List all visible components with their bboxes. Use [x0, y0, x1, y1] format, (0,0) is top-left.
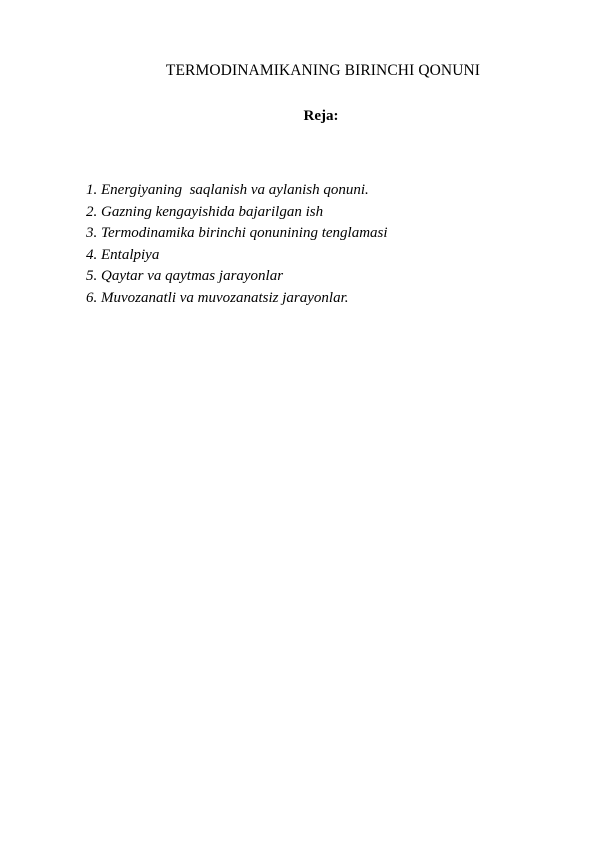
document-title: TERMODINAMIKANING BIRINCHI QONUNI [165, 62, 481, 79]
plan-item-5: 5. Qaytar va qaytmas jarayonlar [86, 268, 284, 285]
plan-list [86, 180, 388, 310]
plan-item-6: 6. Muvozanatli va muvozanatsiz jarayonlar. [86, 289, 349, 306]
plan-item-3: 3. Termodinamika birinchi qonunining tenglamasi [86, 225, 388, 242]
plan-item-2: 2. Gazning kengayishida bajarilgan ish [86, 203, 324, 220]
plan-heading: Reja: [303, 108, 339, 124]
plan-item-1: 1. Energiyaning saqlanish va aylanish qonuni. [86, 182, 369, 198]
plan-item-4: 4. Entalpiya [86, 246, 160, 263]
